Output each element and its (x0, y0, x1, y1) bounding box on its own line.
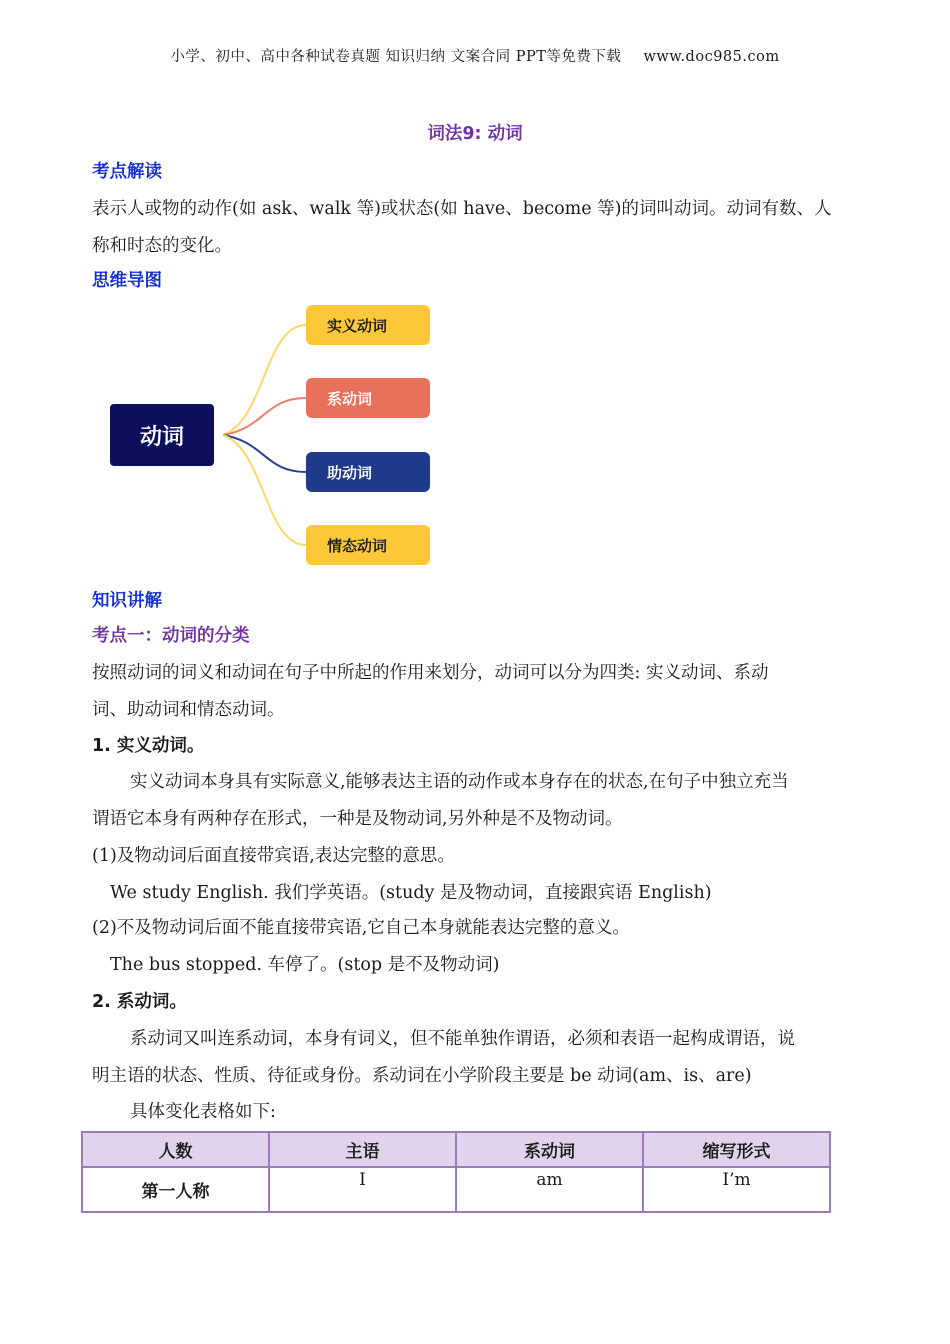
table-cell-person: 第一人称 (82, 1167, 269, 1212)
table-cell-verb: am (456, 1167, 643, 1212)
connector-4 (223, 435, 306, 545)
be-verb-table (81, 1131, 831, 1213)
linking-verb-para-line-1: 系动词又叫连系动词，本身有词义，但不能单独作谓语，必须和表语一起构成谓语，说 (130, 1029, 795, 1049)
page-title: 词法9: 动词 (427, 124, 523, 144)
table-cell-contraction: I’m (643, 1167, 830, 1212)
table-header-subject: 主语 (269, 1132, 456, 1167)
table-header-contraction: 缩写形式 (643, 1132, 830, 1167)
mindmap-node-modal-verb: 情态动词 (306, 525, 430, 565)
linking-verb-para-line-2: 明主语的状态、性质、待征或身份。系动词在小学阶段主要是 be 动词(am、is、are) (92, 1066, 752, 1086)
heading-content-verb: 1. 实义动词。 (92, 736, 205, 756)
mindmap-root-node: 动词 (110, 404, 214, 466)
intransitive-example: The bus stopped. 车停了。(stop 是不及物动词) (110, 955, 500, 975)
content-verb-para-line-1: 实义动词本身具有实际意义,能够表达主语的动作或本身存在的状态,在句子中独立充当 (130, 772, 789, 792)
page-header (0, 45, 950, 66)
header-text: 小学、初中、高中各种试卷真题 知识归纳 文案合同 PPT等免费下载 (170, 49, 622, 65)
mindmap-node-linking-verb: 系动词 (306, 378, 430, 418)
section-heading-mindmap: 思维导图 (92, 271, 162, 291)
table-header-person: 人数 (82, 1132, 269, 1167)
mindmap (105, 300, 445, 572)
mindmap-node-content-verb: 实义动词 (306, 305, 430, 345)
definition-line-1: 表示人或物的动作(如 ask、walk 等)或状态(如 have、become 等)的词叫动词。动词有数、人 (92, 199, 832, 219)
section-heading-exam-points: 考点解读 (92, 162, 162, 182)
table-header-linking-verb: 系动词 (456, 1132, 643, 1167)
connector-1 (223, 325, 306, 435)
table-cell-subject: I (269, 1167, 456, 1212)
table-intro: 具体变化表格如下: (130, 1102, 276, 1122)
intro-line-2: 词、助动词和情态动词。 (92, 700, 285, 720)
connector-3 (223, 435, 306, 472)
mindmap-node-auxiliary-verb: 助动词 (306, 452, 430, 492)
header-url[interactable]: www.doc985.com (643, 49, 780, 65)
section-heading-knowledge: 知识讲解 (92, 591, 162, 611)
table-header-row (82, 1132, 830, 1167)
intransitive-rule: (2)不及物动词后面不能直接带宾语,它自己本身就能表达完整的意义。 (92, 918, 630, 938)
table-row (82, 1167, 830, 1212)
connector-2 (223, 398, 306, 435)
intro-line-1: 按照动词的词义和动词在句子中所起的作用来划分，动词可以分为四类: 实义动词、系动 (92, 663, 769, 683)
content-verb-para-line-2: 谓语它本身有两种存在形式，一种是及物动词,另外种是不及物动词。 (92, 809, 623, 829)
transitive-rule: (1)及物动词后面直接带宾语,表达完整的意思。 (92, 846, 455, 866)
transitive-example: We study English. 我们学英语。(study 是及物动词，直接跟宾语 English) (110, 883, 712, 903)
definition-line-2: 称和时态的变化。 (92, 236, 232, 256)
subheading-classification: 考点一：动词的分类 (92, 626, 250, 646)
heading-linking-verb: 2. 系动词。 (92, 992, 187, 1012)
